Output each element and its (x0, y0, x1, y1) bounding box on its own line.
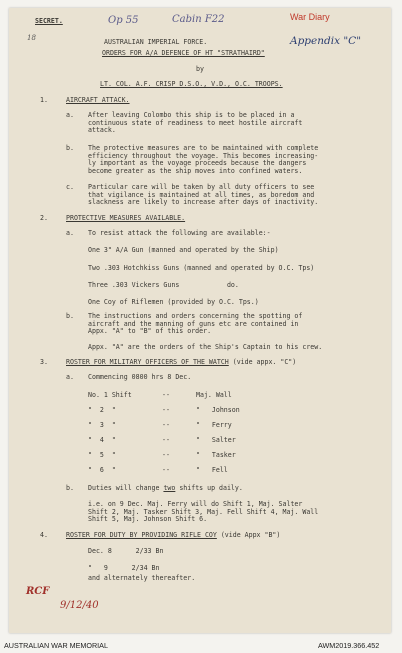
roster-line: Dec. 8 2/33 Bn (88, 547, 164, 555)
paragraph: Appx. "A" are the orders of the Ship's Captain to his crew. (88, 343, 323, 351)
org-title: AUSTRALIAN IMPERIAL FORCE. (104, 38, 208, 46)
roster-shift: No. 1 Shift (88, 391, 132, 399)
item-label: b. (66, 484, 74, 492)
item-label: b. (66, 144, 74, 152)
footer-institution: AUSTRALIAN WAR MEMORIAL (4, 641, 108, 650)
item-label: c. (66, 183, 74, 191)
section-number: 3. (40, 358, 48, 366)
handwritten-date: 9/12/40 (60, 600, 99, 611)
weapon-item: Two .303 Hotchkiss Guns (manned and operated by O.C. Tps) (88, 264, 315, 272)
roster-dash: -- (162, 391, 170, 399)
section-heading: PROTECTIVE MEASURES AVAILABLE. (66, 214, 186, 222)
roster-shift: " 4 " (88, 436, 116, 444)
roster-dash: -- (162, 406, 170, 414)
roster-officer: " Tasker (196, 451, 236, 459)
author-line: LT. COL. A.F. CRISP D.S.O., V.D., O.C. TROOPS. (100, 80, 283, 88)
roster-shift: " 5 " (88, 451, 116, 459)
roster-dash: -- (162, 436, 170, 444)
roster-shift: " 6 " (88, 466, 116, 474)
roster-shift: " 2 " (88, 406, 116, 414)
roster-officer: " Salter (196, 436, 236, 444)
title-by: by (196, 65, 204, 73)
paragraph: Duties will change two shifts up daily. (88, 484, 243, 492)
footer-accession: AWM2019.366.452 (318, 641, 380, 650)
roster-officer: " Fell (196, 466, 228, 474)
section-heading: ROSTER FOR DUTY BY PROVIDING RIFLE COY (vide Appx "B") (66, 531, 281, 539)
weapon-item: One Coy of Riflemen (provided by O.C. Tps.) (88, 298, 259, 306)
appendix-label: Appendix "C" (290, 35, 362, 47)
roster-dash: -- (162, 451, 170, 459)
handwritten-cabin: Cabin F22 (172, 14, 225, 25)
secret-marking: SECRET. (35, 17, 63, 25)
item-label: a. (66, 111, 74, 119)
section-number: 2. (40, 214, 48, 222)
roster-dash: -- (162, 466, 170, 474)
orders-title: ORDERS FOR A/A DEFENCE OF HT "STRATHAIRD" (102, 49, 265, 57)
footer-bar (0, 637, 402, 653)
roster-dash: -- (162, 421, 170, 429)
paragraph: i.e. on 9 Dec. Maj. Ferry will do Shift 1, Maj. Salter Shift 2, Maj. Tasker Shift 3, Maj. Fell Shift 4, Maj. Wall Shift 5, Maj. Johnson Shift 6. (88, 500, 319, 524)
item-label: b. (66, 312, 74, 320)
paragraph: Commencing 0800 hrs 8 Dec. (88, 373, 192, 381)
corner-mark: 18 (27, 34, 36, 42)
roster-officer: " Ferry (196, 421, 232, 429)
paragraph: Particular care will be taken by all duty officers to see that vigilance is maintained at all times, as boredom and slackness are likely to increase after days of inactivity. (88, 183, 319, 207)
paragraph: To resist attack the following are available:- (88, 229, 271, 237)
handwritten-initials: RCF (26, 586, 50, 597)
paragraph: After leaving Colombo this ship is to be placed in a continuous state of readiness to meet hostile aircraft attack. (88, 111, 303, 135)
paragraph: The protective measures are to be maintained with complete efficiency throughout the voyage. This becomes increasing- ly important as the voyage proceeds because the dangers become greater as the ship moves into confined waters. (88, 144, 319, 175)
item-label: a. (66, 373, 74, 381)
weapon-item: Three .303 Vickers Guns do. (88, 281, 239, 289)
roster-officer: Maj. Wall (196, 391, 232, 399)
war-diary-stamp: War Diary (290, 12, 330, 22)
roster-line: " 9 2/34 Bn (88, 564, 160, 572)
roster-officer: " Johnson (196, 406, 240, 414)
section-number: 4. (40, 531, 48, 539)
section-number: 1. (40, 96, 48, 104)
weapon-item: One 3" A/A Gun (manned and operated by the Ship) (88, 246, 279, 254)
roster-line: and alternately thereafter. (88, 574, 196, 582)
item-label: a. (66, 229, 74, 237)
roster-shift: " 3 " (88, 421, 116, 429)
section-heading: ROSTER FOR MILITARY OFFICERS OF THE WATCH (vide appx. "C") (66, 358, 297, 366)
paragraph: The instructions and orders concerning the spotting of aircraft and the manning of guns etc are contained in Appx. "A" to "B" of this order. (88, 312, 303, 336)
handwritten-reference: Op 55 (108, 15, 139, 26)
section-heading: AIRCRAFT ATTACK. (66, 96, 130, 104)
